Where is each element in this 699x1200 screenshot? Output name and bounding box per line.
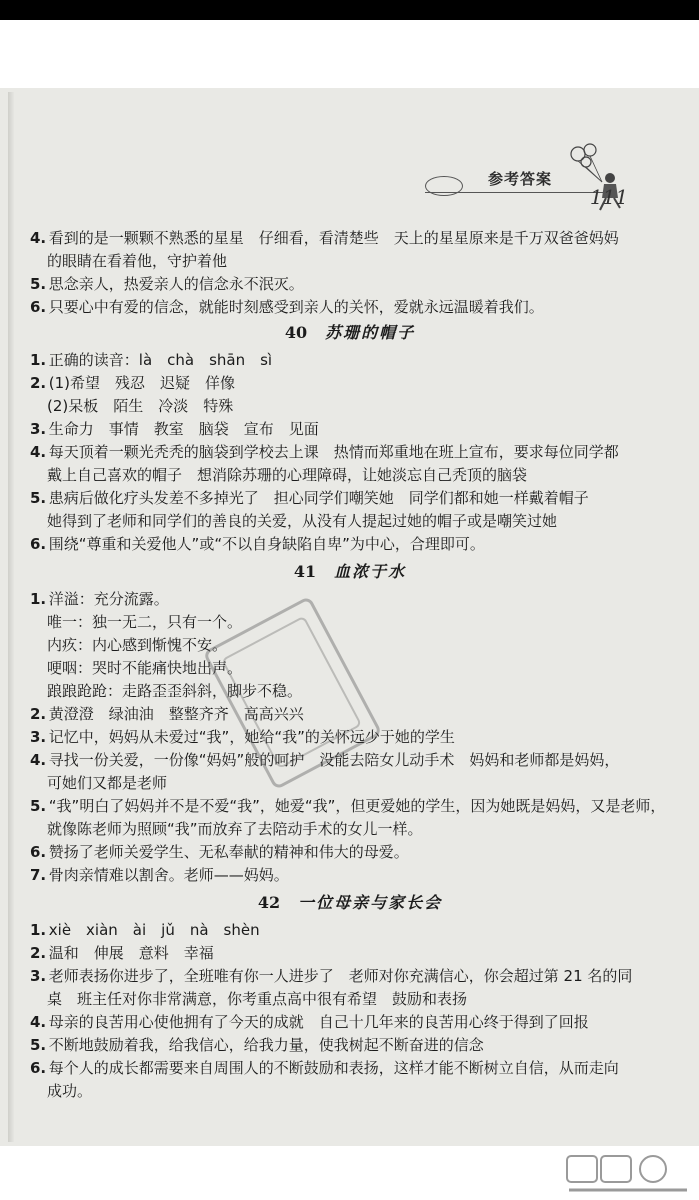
list-item-continued: 内疚：内心感到惭愧不安。	[47, 636, 228, 654]
list-item: 4. 母亲的良苦用心使他拥有了今天的成就 自己十几年来的良苦用心终于得到了回报	[30, 1013, 589, 1031]
list-item: 4. 每天顶着一颗光秃秃的脑袋到学校去上课 热情而郑重地在班上宣布，要求每位同学都	[30, 443, 619, 461]
list-item: 3. 老师表扬你进步了，全班唯有你一人进步了 老师对你充满信心，你会超过第 21 名的同	[30, 967, 633, 985]
list-item-continued: 哽咽：哭时不能痛快地出声。	[47, 659, 243, 677]
section-title: 40 苏珊的帽子	[284, 323, 416, 342]
list-item: 4. 寻找一份关爱，一份像“妈妈”般的呵护 没能去陪女儿动手术 妈妈和老师都是妈妈，	[30, 751, 620, 769]
list-item: 6. 赞扬了老师关爱学生、无私奉献的精神和伟大的母爱。	[30, 843, 409, 861]
list-item: 3. 生命力 事情 教室 脑袋 宣布 见面	[30, 420, 319, 438]
list-item-continued: 踉踉跄跄：走路歪歪斜斜，脚步不稳。	[47, 682, 303, 700]
list-item: 1. 洋溢：充分流露。	[30, 590, 169, 608]
list-item-continued: 桌 班主任对你非常满意，你考重点高中很有希望 鼓励和表扬	[47, 990, 468, 1008]
list-item: 7. 骨肉亲情难以割舍。老师——妈妈。	[30, 866, 289, 884]
list-item-continued: 成功。	[47, 1082, 93, 1100]
list-item: 5. “我”明白了妈妈并不是不爱“我”，她爱“我”，但更爱她的学生，因为她既是妈妈，又是老师，	[30, 797, 666, 815]
list-item-continued: 的眼睛在看着他，守护着他	[47, 252, 228, 270]
watermark-logo	[565, 1152, 695, 1196]
list-item: 1. 正确的读音：là chà shān sì	[30, 351, 273, 369]
top-bar	[0, 0, 699, 20]
list-item: 6. 每个人的成长都需要来自周围人的不断鼓励和表扬，这样才能不断树立自信，从而走向	[30, 1059, 619, 1077]
list-item: 2. 黄澄澄 绿油油 整整齐齐 高高兴兴	[30, 705, 304, 723]
list-item: 4. 看到的是一颗颗不熟悉的星星 仔细看，看清楚些 天上的星星原来是千万双爸爸妈妈	[30, 229, 619, 247]
section-title: 41 血浓于水	[293, 562, 407, 581]
list-item: 3. 记忆中，妈妈从未爱过“我”，她给“我”的关怀远少于她的学生	[30, 728, 455, 746]
list-item: 1. xiè xiàn ài jǔ nà shèn	[30, 921, 260, 939]
list-item: 2. 温和 伸展 意料 幸福	[30, 944, 214, 962]
list-item: 2. (1)希望 残忍 迟疑 佯像	[30, 374, 236, 392]
list-item: 5. 不断地鼓励着我，给我信心，给我力量，使我树起不断奋进的信念	[30, 1036, 484, 1054]
page-number: 111	[589, 185, 629, 209]
list-item: 6. 只要心中有爱的信念，就能时刻感受到亲人的关怀，爱就永远温暖着我们。	[30, 298, 544, 316]
list-item: 6. 围绕“尊重和关爱他人”或“不以自身缺陷自卑”为中心，合理即可。	[30, 535, 485, 553]
page-spine	[8, 92, 14, 1142]
list-item-continued: 就像陈老师为照顾“我”而放弃了去陪动手术的女儿一样。	[47, 820, 423, 838]
list-item-continued: 戴上自己喜欢的帽子 想消除苏珊的心理障碍，让她淡忘自己秃顶的脑袋	[47, 466, 528, 484]
list-item-continued: (2)呆板 陌生 冷淡 特殊	[47, 397, 234, 415]
list-item-continued: 可她们又都是老师	[47, 774, 168, 792]
list-item-continued: 唯一：独一无二，只有一个。	[47, 613, 243, 631]
list-item: 5. 思念亲人，热爱亲人的信念永不泯灭。	[30, 275, 304, 293]
list-item: 5. 患病后做化疗头发差不多掉光了 担心同学们嘲笑她 同学们都和她一样戴着帽子	[30, 489, 589, 507]
header-title: 参考答案	[487, 170, 552, 188]
list-item-continued: 她得到了老师和同学们的善良的关爱，从没有人提起过她的帽子或是嘲笑过她	[47, 512, 558, 530]
section-title: 42 一位母亲与家长会	[257, 893, 443, 912]
